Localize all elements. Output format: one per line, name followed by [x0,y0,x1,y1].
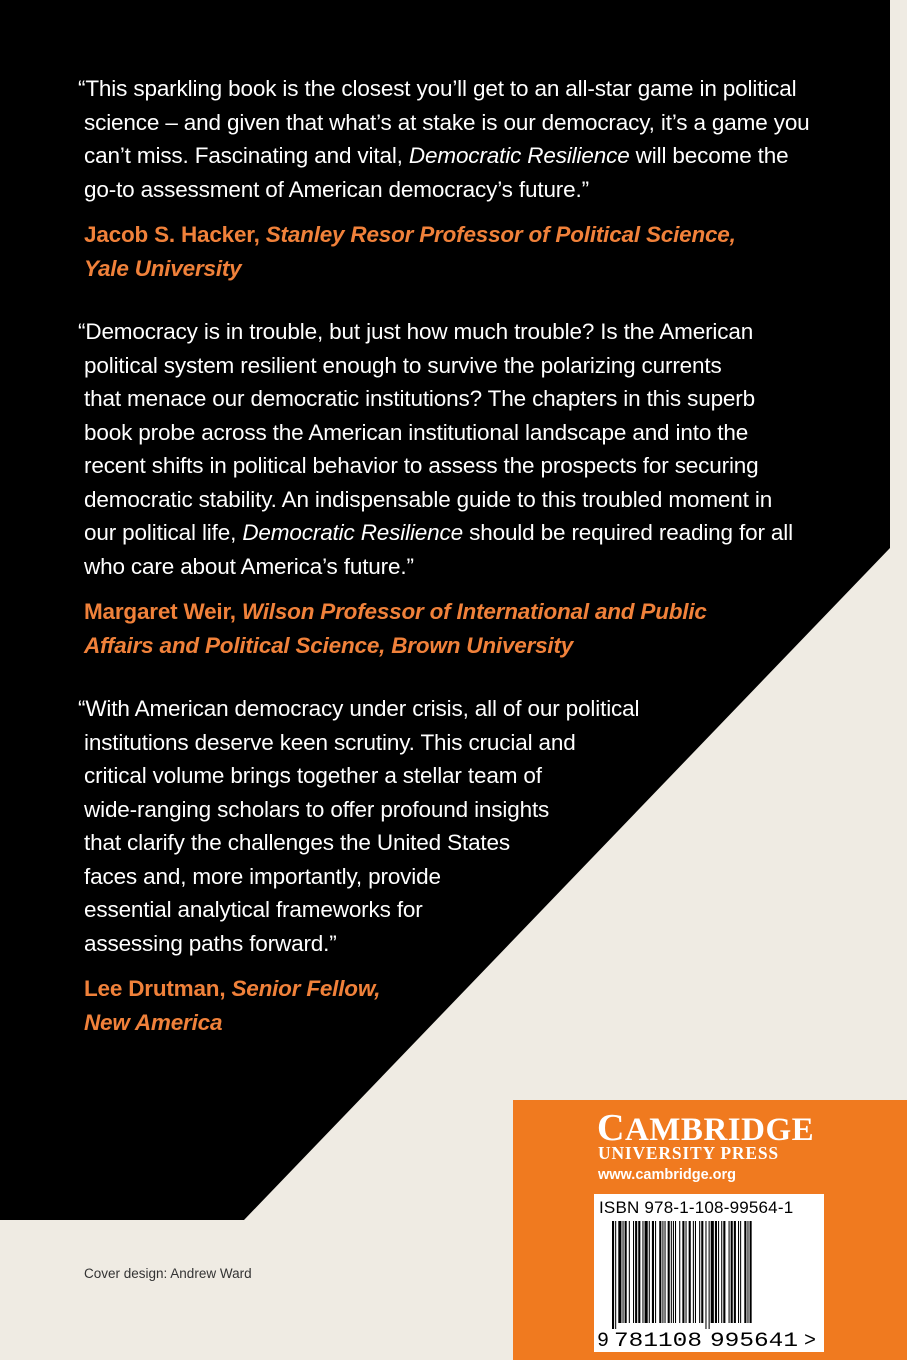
barcode-bar [638,1221,640,1323]
barcode-bar [659,1221,661,1323]
reviewer-affiliation: Affairs and Political Science, Brown University [84,633,574,658]
publisher-panel [513,1100,907,1360]
barcode-bar [665,1221,666,1323]
barcode-bar [744,1221,746,1323]
barcode-bar [655,1221,656,1323]
barcode-bar [675,1221,676,1323]
barcode-bar [750,1221,752,1323]
barcode-bar [612,1221,614,1329]
barcode-bar [686,1221,687,1323]
review-quote-2: “Democracy is in trouble, but just how much trouble? Is the American political system resilient enough to survive the polarizing currents that menace our democratic institutions? The chapters in this superb book probe across the American institutional landscape and into the recent shifts in political behavior to assess the prospects for securing democratic stability. An indispensable guide to this troubled moment in our political life, Democratic Resilience should be required reading for all who care about America’s future.” [78,319,793,579]
book-title-italic: Democratic Resilience [242,520,464,545]
barcode-digit-first: 9 [597,1330,610,1352]
review-attribution-1 [84,218,736,286]
barcode-bar [693,1221,694,1323]
barcode-bar [652,1221,654,1323]
barcode-bar [679,1221,680,1323]
barcode-bar [645,1221,648,1323]
barcode-bar [618,1221,621,1323]
barcode-bar [701,1221,703,1323]
reviewer-affiliation: New America [84,1010,223,1035]
barcode-bar [718,1221,719,1323]
barcode-bar [699,1221,700,1323]
barcode-bar [734,1221,736,1323]
barcode-bar [709,1221,710,1329]
reviewer-role: Wilson Professor of International and Public [241,599,707,624]
barcode-bar [721,1221,722,1323]
barcode-bar [729,1221,730,1323]
barcode-bar [668,1221,670,1323]
reviewer-role: Senior Fellow, [231,976,381,1001]
barcode-bar [625,1221,627,1323]
barcode-bar [705,1221,706,1329]
cover-design-credit: Cover design: Andrew Ward [84,1266,252,1281]
barcode-digits-left: 781108 [614,1330,702,1352]
barcode-bar [615,1221,616,1329]
review-quote-3: “With American democracy under crisis, all of our political institutions deserve keen scrutiny. This crucial and critical volume brings together a stellar team of wide-ranging scholars to offer profound insights that clarify the challenges the United States faces and, more importantly, provide essential analytical frameworks for assessing paths forward.” [78,696,640,956]
review-attribution-2 [84,595,707,663]
barcode-bars [594,1194,824,1352]
review-attribution-3 [84,972,380,1040]
publisher-url: www.cambridge.org [598,1167,737,1183]
barcode-bar [649,1221,650,1323]
reviewer-name: Lee Drutman, [84,976,226,1001]
isbn-label: ISBN 978-1-108-99564-1 [599,1198,794,1217]
barcode-bar [682,1221,684,1323]
isbn-barcode [594,1194,824,1352]
barcode-bar [723,1221,725,1323]
barcode-bar [633,1221,634,1323]
barcode-bar [642,1221,643,1323]
barcode-bar [711,1221,714,1323]
book-title-italic: Democratic Resilience [408,143,630,168]
barcode-bar [629,1221,630,1323]
barcode-bar [635,1221,637,1323]
barcode-bar [689,1221,691,1323]
barcode-bar [715,1221,717,1323]
barcode-bar [740,1221,741,1323]
barcode-bar [695,1221,696,1323]
barcode-bar [673,1221,674,1323]
barcode-bar [662,1221,663,1323]
barcode-bar [731,1221,733,1323]
reviewer-role: Stanley Resor Professor of Political Science, [265,222,736,247]
reviewer-name: Margaret Weir, [84,599,236,624]
reviewer-name: Jacob S. Hacker, [84,222,260,247]
reviewer-affiliation: Yale University [84,256,242,281]
barcode-bar [623,1221,624,1323]
review-quote-1: “This sparkling book is the closest you’ll get to an all-star game in political science – and given that what’s at stake is our democracy, it’s a game you can’t miss. Fascinating and vital, Democratic Resilience will become the go-to assessment of American democracy’s future.” [78,76,810,202]
publisher-subtitle: UNIVERSITY PRESS [598,1143,779,1163]
barcode-bar [671,1221,672,1323]
barcode-digit-end: > [804,1330,817,1352]
barcode-bar [738,1221,739,1323]
publisher-name: CAMBRIDGE [597,1107,815,1149]
barcode-digits-right: 995641 [710,1330,798,1352]
barcode-bar [747,1221,748,1323]
